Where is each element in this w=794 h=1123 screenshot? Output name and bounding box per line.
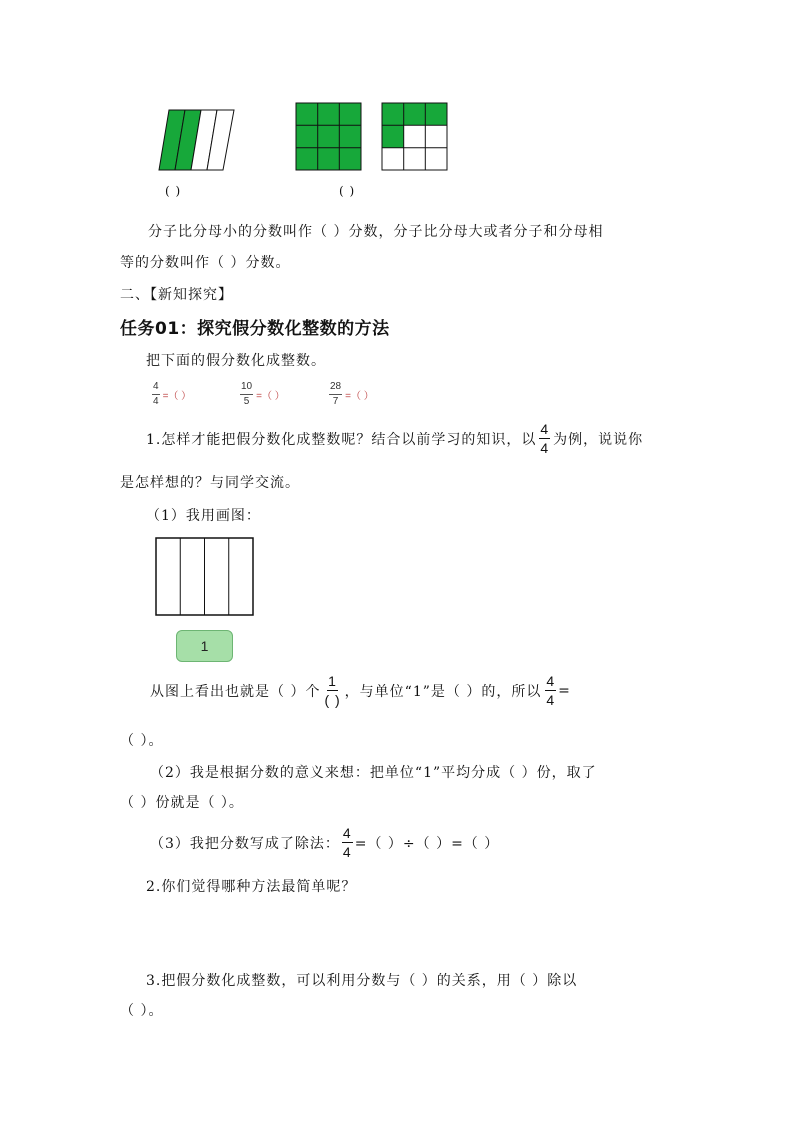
parallelogram-figure — [156, 108, 238, 172]
squares-answer-blank: ( ) — [339, 184, 356, 198]
parallelogram-answer-blank: ( ) — [165, 184, 182, 198]
review-line-1: 分子比分母小的分数叫作（ ）分数，分子比分母大或者分子和分母相 — [148, 224, 604, 240]
question-1-3-line — [150, 826, 499, 859]
fraction-denominator: 4 — [342, 844, 352, 860]
task-title: 任务01：探究假分数化整数的方法 — [120, 319, 390, 339]
fraction-numerator: 4 — [546, 673, 556, 689]
division-fraction — [342, 826, 353, 859]
unit-one-label: 1 — [176, 630, 233, 662]
partial-grid-square — [381, 102, 448, 171]
question-1-line-1 — [146, 422, 643, 455]
question-1-3-text-b: =（ ）÷（ ）=（ ） — [354, 835, 500, 852]
full-grid-square — [295, 102, 362, 171]
fraction-denominator: 4 — [546, 692, 556, 708]
exercise-fraction — [152, 382, 160, 407]
exercise-answer-blank: =（ ） — [256, 391, 285, 402]
exercise-fraction — [240, 382, 253, 407]
four-fourths-fraction — [545, 674, 556, 707]
exercise-item-2 — [240, 382, 285, 407]
figure-conclusion-text-b: ，与单位“1”是（ ）的，所以 — [344, 683, 542, 700]
four-part-rectangle — [155, 537, 254, 616]
question-1-3-text-a: （3）我把分数写成了除法： — [150, 835, 340, 852]
fraction-numerator: 1 — [328, 673, 337, 689]
question-3-line-2: （ ）。 — [120, 1003, 164, 1019]
figure-conclusion-line-2: （ ）。 — [120, 733, 164, 749]
fraction-denominator: 4 — [540, 440, 550, 456]
question-1-2-line-1: （2）我是根据分数的意义来想：把单位“1”平均分成（ ）份，取了 — [150, 765, 597, 781]
intro-text: 把下面的假分数化成整数。 — [146, 353, 326, 369]
fraction-denominator: 7 — [332, 396, 339, 407]
question-1-line-2: 是怎样想的？与同学交流。 — [120, 475, 300, 491]
exercise-answer-blank: =（ ） — [162, 391, 192, 402]
question-2: 2.你们觉得哪种方法最简单呢？ — [146, 879, 357, 895]
question-1-text-b: 为例，说说你 — [553, 431, 644, 448]
fraction-denominator: ( ) — [324, 692, 341, 708]
exercise-fraction — [329, 382, 342, 407]
question-1-2-line-2: （ ）份就是（ ）。 — [120, 795, 244, 811]
exercise-answer-blank: =（ ） — [345, 391, 374, 402]
question-1-text-a: 1.怎样才能把假分数化成整数呢？结合以前学习的知识，以 — [146, 431, 537, 448]
fraction-numerator: 4 — [342, 825, 352, 841]
question-3-line-1: 3.把假分数化成整数，可以利用分数与（ ）的关系，用（ ）除以 — [146, 973, 578, 989]
section-title: 二、【新知探究】 — [120, 287, 233, 303]
figure-conclusion-line-1 — [150, 674, 571, 707]
exercise-item-1 — [152, 382, 191, 407]
figure-conclusion-text-a: 从图上看出也就是（ ）个 — [150, 683, 321, 700]
fraction-numerator: 28 — [329, 382, 342, 395]
exercise-item-3 — [329, 382, 374, 407]
fraction-numerator: 4 — [540, 421, 550, 437]
fraction-denominator: 5 — [243, 396, 250, 407]
review-line-2: 等的分数叫作（ ）分数。 — [120, 255, 291, 271]
unit-fraction — [324, 674, 340, 707]
fraction-denominator: 4 — [153, 396, 159, 407]
equals-sign: = — [558, 682, 571, 699]
fraction-numerator: 4 — [152, 382, 160, 395]
question-1-fraction — [539, 422, 550, 455]
question-1-1-label: （1）我用画图： — [146, 508, 261, 524]
fraction-numerator: 10 — [240, 382, 253, 395]
